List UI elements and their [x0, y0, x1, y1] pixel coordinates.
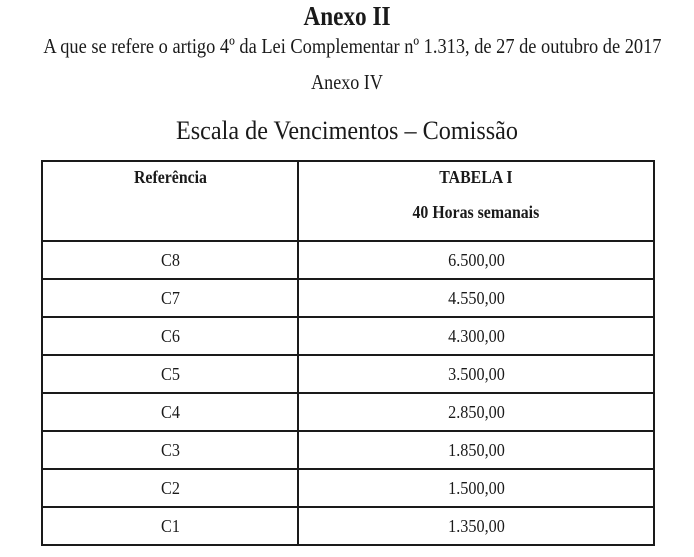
salary-cell — [298, 279, 654, 317]
reference-cell — [42, 241, 298, 279]
salary-cell — [298, 507, 654, 545]
reference-value: C5 — [160, 363, 180, 384]
salary-value: 4.550,00 — [447, 287, 505, 308]
scale-title: Escala de Vencimentos – Comissão — [175, 116, 519, 145]
table-row — [42, 507, 654, 545]
reference-value: C3 — [160, 439, 180, 460]
salary-cell — [298, 317, 654, 355]
table-row — [42, 469, 654, 507]
salary-value: 6.500,00 — [447, 249, 505, 270]
reference-value: C8 — [160, 249, 180, 270]
salary-value: 1.350,00 — [447, 515, 505, 536]
annex-label: Anexo IV — [311, 70, 383, 94]
salary-cell — [298, 241, 654, 279]
salary-value: 3.500,00 — [447, 363, 505, 384]
table-i-label: TABELA I — [439, 167, 513, 187]
table-header-row — [42, 161, 654, 241]
table-row — [42, 355, 654, 393]
reference-value: C6 — [160, 325, 180, 346]
salary-cell — [298, 393, 654, 431]
reference-cell — [42, 279, 298, 317]
reference-value: C1 — [160, 515, 180, 536]
salary-value: 4.300,00 — [447, 325, 505, 346]
salary-value: 2.850,00 — [447, 401, 505, 422]
reference-cell — [42, 393, 298, 431]
table-row — [42, 393, 654, 431]
salary-cell — [298, 355, 654, 393]
reference-value: C4 — [160, 401, 180, 422]
reference-cell — [42, 431, 298, 469]
table-row — [42, 317, 654, 355]
reference-cell — [42, 317, 298, 355]
reference-cell — [42, 507, 298, 545]
salary-value: 1.500,00 — [447, 477, 505, 498]
salary-value: 1.850,00 — [447, 439, 505, 460]
document-title: Anexo II — [303, 1, 391, 31]
reference-column-header — [42, 161, 298, 241]
table-i-column-header — [298, 161, 654, 241]
reference-value: C7 — [160, 287, 180, 308]
salary-cell — [298, 469, 654, 507]
salary-table — [41, 160, 655, 546]
table-row — [42, 241, 654, 279]
reference-header-label: Referência — [133, 167, 207, 187]
reference-cell — [42, 355, 298, 393]
weekly-hours-label: 40 Horas semanais — [412, 202, 540, 222]
table-row — [42, 431, 654, 469]
salary-cell — [298, 431, 654, 469]
reference-value: C2 — [160, 477, 180, 498]
document-subtitle: A que se refere o artigo 4º da Lei Complementar nº 1.313, de 27 de outubro de 2017 — [43, 34, 662, 58]
reference-cell — [42, 469, 298, 507]
table-row — [42, 279, 654, 317]
